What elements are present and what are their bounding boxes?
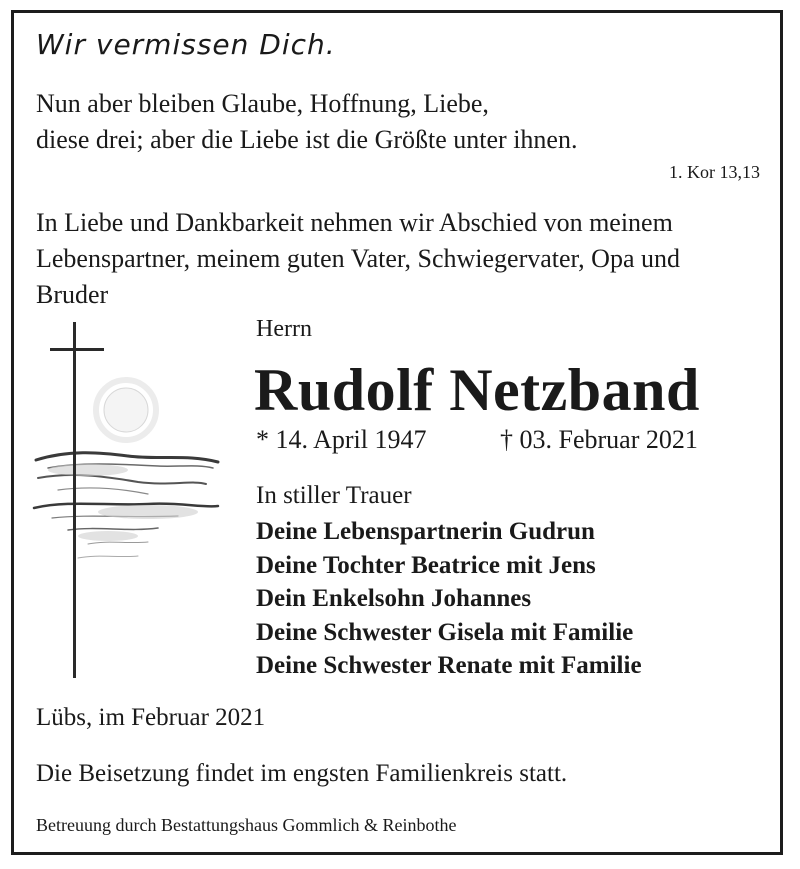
verse-line: diese drei; aber die Liebe ist die Größte unter ihnen. (36, 125, 578, 154)
bible-verse (36, 86, 577, 158)
intro-line: In Liebe und Dankbarkeit nehmen wir Abschied von meinem (36, 208, 673, 237)
mourners-list (256, 515, 642, 683)
undertaker-credit: Betreuung durch Bestattungshaus Gommlich & Reinbothe (36, 815, 457, 835)
verse-line: Nun aber bleiben Glaube, Hoffnung, Liebe, (36, 89, 489, 118)
deceased-name: Rudolf Netzband (254, 357, 700, 423)
verse-reference: 1. Kor 13,13 (669, 162, 760, 182)
burial-note: Die Beisetzung findet im engsten Familienkreis statt. (36, 760, 568, 787)
mourner-entry: Deine Schwester Gisela mit Familie (256, 618, 634, 646)
script-heading: Wir vermissen Dich. (36, 28, 336, 61)
place-date: Lübs, im Februar 2021 (36, 704, 266, 731)
cross-landscape-icon (28, 322, 228, 680)
mourning-intro: In stiller Trauer (256, 482, 412, 509)
birth-date: * 14. April 1947 (256, 425, 427, 454)
mourner-entry: Dein Enkelsohn Johannes (256, 585, 532, 612)
mourner-entry: Deine Tochter Beatrice mit Jens (256, 551, 596, 579)
death-date: † 03. Februar 2021 (500, 425, 698, 454)
intro-line: Lebenspartner, meinem guten Vater, Schwiegervater, Opa und (36, 244, 680, 273)
intro-line: Bruder (36, 280, 109, 309)
intro-text (36, 205, 680, 313)
mourner-entry: Deine Schwester Renate mit Familie (256, 652, 642, 679)
salutation: Herrn (256, 316, 312, 342)
mourner-entry: Deine Lebenspartnerin Gudrun (256, 518, 595, 545)
